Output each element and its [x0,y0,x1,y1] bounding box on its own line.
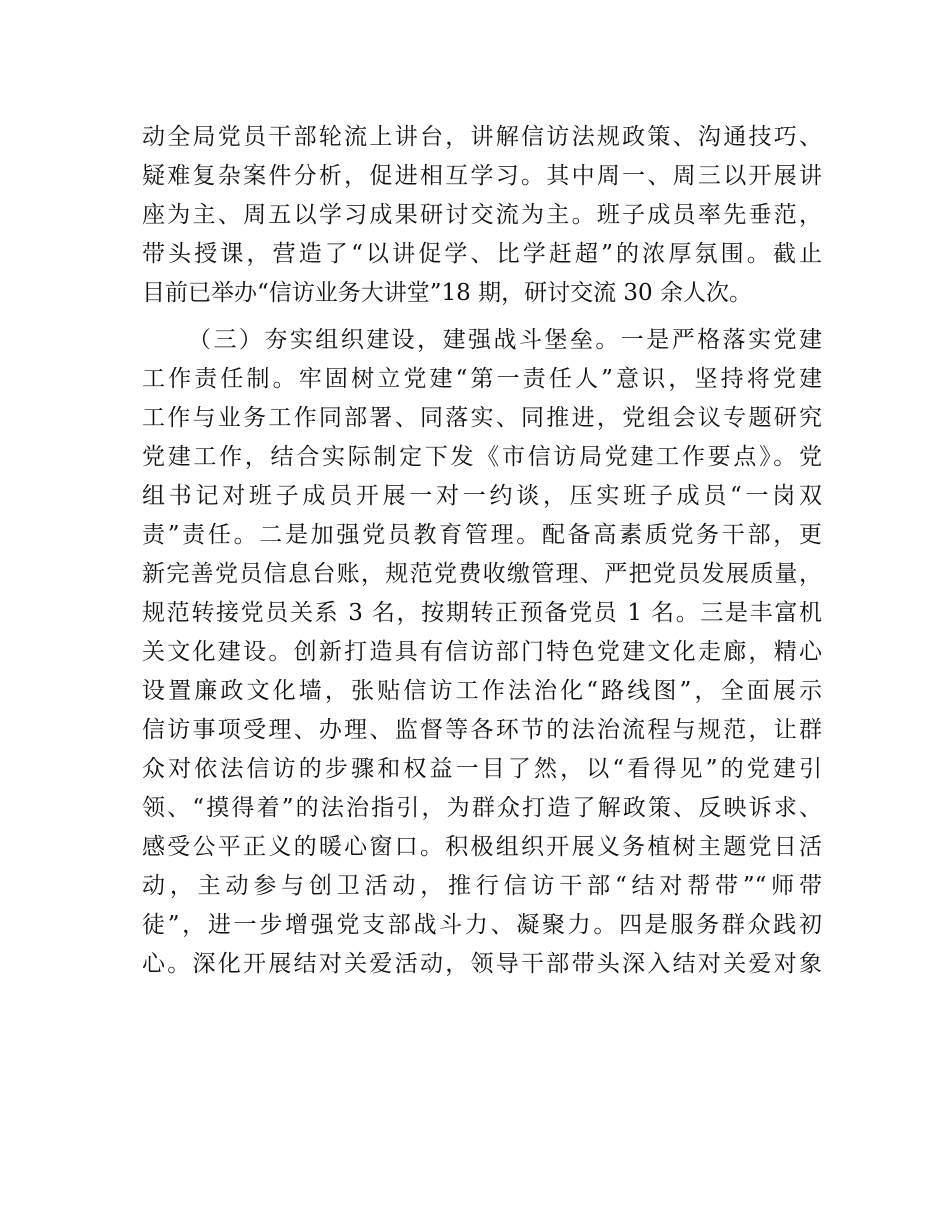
document-body [142,118,822,984]
text-line: 规范转接党员关系 3 名，按期转正预备党员 1 名。三是丰富机 [142,600,822,626]
text-line: 座为主、周五以学习成果研讨交流为主。班子成员率先垂范， [142,202,822,228]
text-line: 关文化建设。创新打造具有信访部门特色党建文化走廊，精心 [142,639,822,665]
text-line: 徒”，进一步增强党支部战斗力、凝聚力。四是服务群众践初 [142,912,822,938]
text-line: 众对依法信访的步骤和权益一目了然，以“看得见”的党建引 [142,756,822,782]
text-line: 感受公平正义的暖心窗口。积极组织开展义务植树主题党日活 [142,834,822,860]
paragraph-1 [142,118,822,313]
text-line: 动全局党员干部轮流上讲台，讲解信访法规政策、沟通技巧、 [142,124,822,150]
paragraph-2 [142,321,822,984]
text-line: 带头授课，营造了“以讲促学、比学赶超”的浓厚氛围。截止 [142,241,822,267]
text-line: 心。深化开展结对关爱活动，领导干部带头深入结对关爱对象 [142,951,822,977]
text-line: 党建工作，结合实际制定下发《市信访局党建工作要点》。党 [142,444,822,470]
text-line: 责”责任。二是加强党员教育管理。配备高素质党务干部，更 [142,522,822,548]
text-line: 工作责任制。牢固树立党建“第一责任人”意识，坚持将党建 [142,366,822,392]
text-line: 疑难复杂案件分析，促进相互学习。其中周一、周三以开展讲 [142,163,822,189]
text-line: 设置廉政文化墙，张贴信访工作法治化“路线图”，全面展示 [142,678,822,704]
paragraph-spacer [142,313,822,321]
text-line: 领、“摸得着”的法治指引，为群众打造了解政策、反映诉求、 [142,795,822,821]
text-line: 信访事项受理、办理、监督等各环节的法治流程与规范，让群 [142,717,822,743]
text-line: 组书记对班子成员开展一对一约谈，压实班子成员“一岗双 [142,483,822,509]
text-line: 动，主动参与创卫活动，推行信访干部“结对帮带”“师带 [142,873,822,899]
text-line: （三）夯实组织建设，建强战斗堡垒。一是严格落实党建 [188,327,822,353]
text-line: 新完善党员信息台账，规范党费收缴管理、严把党员发展质量， [142,561,822,587]
text-line: 工作与业务工作同部署、同落实、同推进，党组会议专题研究 [142,405,822,431]
text-line: 目前已举办“信访业务大讲堂”18 期，研讨交流 30 余人次。 [142,280,752,306]
